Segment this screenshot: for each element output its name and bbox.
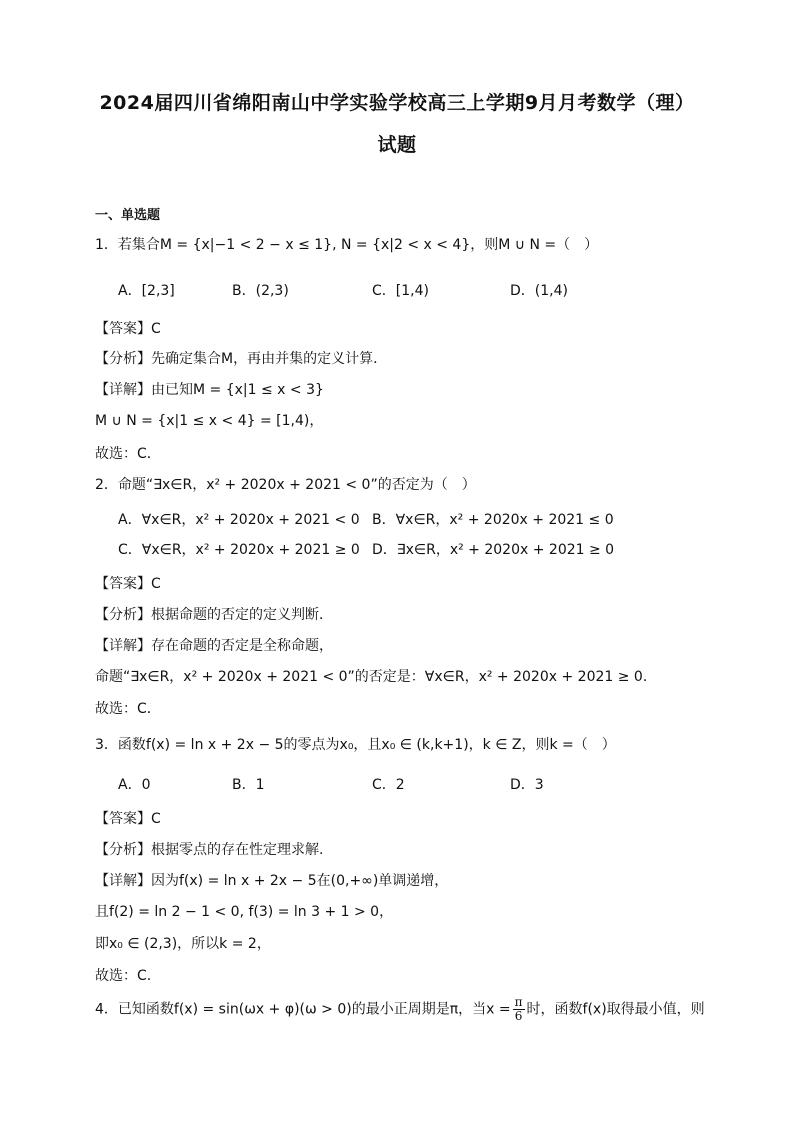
- q2-detail: 【详解】存在命题的否定是全称命题，: [95, 638, 333, 654]
- q3-solution-line-2: 即x₀ ∈ (2,3)，所以k = 2，: [95, 936, 271, 952]
- section-heading: 一、单选题: [95, 208, 161, 223]
- document-title: 2024届四川省绵阳南山中学实验学校高三上学期9月月考数学（理）: [99, 92, 695, 114]
- q3-option-c: C．2: [372, 777, 405, 793]
- q1-stem: 1．若集合M = {x|−1 < 2 − x ≤ 1}, N = {x|2 < x < 4}，则M ∪ N =（ ）: [95, 237, 599, 253]
- q1-option-b: B．(2,3): [232, 283, 289, 299]
- q3-option-d: D．3: [510, 777, 544, 793]
- q4-stem-part-b: 时，函数f(x)取得最小值，则: [526, 1001, 705, 1018]
- q1-choose: 故选：C．: [95, 446, 161, 462]
- q1-answer: 【答案】C: [95, 321, 161, 337]
- q1-option-a: A．[2,3]: [118, 283, 175, 299]
- q2-option-d: D．∃x∈R，x² + 2020x + 2021 ≥ 0: [372, 542, 615, 558]
- q1-solution-line: M ∪ N = {x|1 ≤ x < 4} = [1,4)，: [95, 413, 324, 429]
- q3-option-b: B．1: [232, 777, 265, 793]
- document-title-cont: 试题: [377, 134, 417, 156]
- q3-answer: 【答案】C: [95, 811, 161, 827]
- q3-stem: 3．函数f(x) = ln x + 2x − 5的零点为x₀，且x₀ ∈ (k,k+1)，k ∈ Z，则k =（ ）: [95, 737, 616, 753]
- q1-option-c: C．[1,4): [372, 283, 429, 299]
- q3-solution-line-1: 且f(2) = ln 2 − 1 < 0, f(3) = ln 3 + 1 > 0，: [95, 904, 394, 920]
- q2-option-a: A．∀x∈R，x² + 2020x + 2021 < 0: [118, 512, 360, 528]
- q4-fraction-numerator: π: [514, 995, 523, 1009]
- q2-choose: 故选：C．: [95, 701, 161, 717]
- q4-stem-part-a: 4．已知函数f(x) = sin(ωx + φ)(ω > 0)的最小正周期是π，当x =: [95, 1001, 511, 1018]
- q1-option-d: D．(1,4): [510, 283, 568, 299]
- q2-analysis: 【分析】根据命题的否定的定义判断．: [95, 607, 333, 623]
- q1-analysis: 【分析】先确定集合M，再由并集的定义计算．: [95, 351, 388, 367]
- q2-stem: 2．命题“∃x∈R，x² + 2020x + 2021 < 0”的否定为（ ）: [95, 477, 476, 493]
- q4-stem: [95, 996, 705, 1023]
- q2-option-b: B．∀x∈R，x² + 2020x + 2021 ≤ 0: [372, 512, 614, 528]
- q3-detail: 【详解】因为f(x) = ln x + 2x − 5在(0,+∞)单调递增，: [95, 873, 449, 889]
- q4-fraction: [513, 996, 525, 1023]
- q3-option-a: A．0: [118, 777, 151, 793]
- q2-answer: 【答案】C: [95, 576, 161, 592]
- q4-fraction-denominator: 6: [514, 1009, 523, 1023]
- q3-choose: 故选：C.: [95, 968, 152, 984]
- q1-detail: 【详解】由已知M = {x|1 ≤ x < 3}: [95, 382, 324, 398]
- q2-option-c: C．∀x∈R，x² + 2020x + 2021 ≥ 0: [118, 542, 360, 558]
- q3-analysis: 【分析】根据零点的存在性定理求解.: [95, 842, 324, 858]
- q2-solution-line: 命题“∃x∈R，x² + 2020x + 2021 < 0”的否定是：∀x∈R，x² + 2020x + 2021 ≥ 0．: [95, 669, 657, 685]
